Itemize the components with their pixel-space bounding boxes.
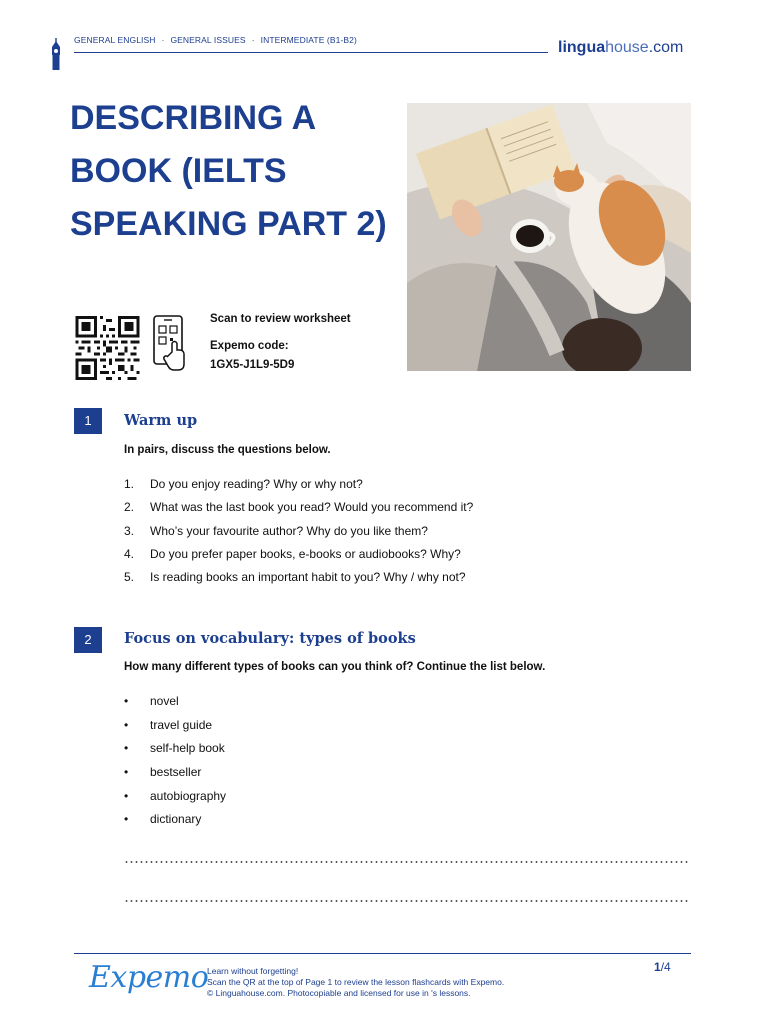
breadcrumb <box>74 35 357 45</box>
section-2-number: 2 <box>74 627 102 653</box>
list-item-number: 3. <box>124 524 135 538</box>
bullet: • <box>124 765 129 779</box>
list-item <box>124 718 212 732</box>
brand-part-house: house <box>605 39 649 56</box>
list-item-text: novel <box>150 694 179 708</box>
list-item-text: dictionary <box>150 812 202 826</box>
expemo-logo[interactable]: Expemo <box>89 960 209 995</box>
list-item <box>124 570 466 584</box>
list-item-number: 4. <box>124 547 135 561</box>
list-item-text: autobiography <box>150 789 227 803</box>
title-line: BOOK (IELTS <box>70 152 287 190</box>
breadcrumb-separator: · <box>251 35 255 45</box>
list-item-text: Who’s your favourite author? Why do you like them? <box>150 524 428 538</box>
list-item <box>124 547 461 561</box>
list-item-text: self-help book <box>150 741 225 755</box>
section-1-instruction: In pairs, discuss the questions below. <box>124 444 331 456</box>
expemo-code-label: Expemo code: <box>210 340 289 352</box>
breadcrumb-general-issues[interactable]: GENERAL ISSUES <box>170 35 246 45</box>
footer-divider <box>74 953 691 954</box>
list-item-text: travel guide <box>150 718 213 732</box>
list-item <box>124 524 428 538</box>
breadcrumb-level[interactable]: INTERMEDIATE (B1-B2) <box>260 35 357 45</box>
bullet: • <box>124 789 129 803</box>
breadcrumb-separator: · <box>161 35 165 45</box>
scan-label: Scan to review worksheet <box>210 313 351 325</box>
answer-line[interactable] <box>124 900 690 902</box>
photo-reading-with-cat <box>407 103 691 371</box>
list-item-text: bestseller <box>150 765 202 779</box>
footer-copyright: © Linguahouse.com. Photocopiable and licensed for use in 's lessons. <box>207 988 471 998</box>
brand-part-lingua: lingua <box>558 39 606 56</box>
qr-code-icon[interactable] <box>74 316 141 380</box>
page-title <box>70 92 400 251</box>
list-item <box>124 812 201 826</box>
list-item-text: Do you enjoy reading? Why or why not? <box>150 477 363 491</box>
footer-qr-note: Scan the QR at the top of Page 1 to review the lesson flashcards with Expemo. <box>207 977 505 987</box>
list-item <box>124 741 225 755</box>
list-item <box>124 765 201 779</box>
section-1-title: Warm up <box>124 412 198 429</box>
title-line: DESCRIBING A <box>70 99 317 137</box>
section-1-number: 1 <box>74 408 102 434</box>
list-item-number: 5. <box>124 570 135 584</box>
big-ben-icon <box>50 38 62 70</box>
title-line: SPEAKING PART 2) <box>70 205 387 243</box>
bullet: • <box>124 694 129 708</box>
list-item-number: 1. <box>124 477 135 491</box>
page-total: /4 <box>660 960 671 974</box>
linguahouse-logo[interactable] <box>558 39 683 57</box>
page-current: 1 <box>654 960 661 974</box>
bullet: • <box>124 812 129 826</box>
list-item <box>124 500 473 514</box>
bullet: • <box>124 718 129 732</box>
bullet: • <box>124 741 129 755</box>
header-divider <box>74 52 548 53</box>
list-item-text: Do you prefer paper books, e-books or audiobooks? Why? <box>150 547 461 561</box>
page-number <box>654 960 671 974</box>
expemo-code-value: 1GX5-J1L9-5D9 <box>210 359 295 371</box>
answer-line[interactable] <box>124 861 690 863</box>
breadcrumb-general-english[interactable]: GENERAL ENGLISH <box>74 35 156 45</box>
list-item-number: 2. <box>124 500 135 514</box>
phone-scan-icon <box>152 314 190 372</box>
footer-tagline: Learn without forgetting! <box>207 966 299 976</box>
list-item-text: What was the last book you read? Would you recommend it? <box>150 500 474 514</box>
list-item <box>124 789 226 803</box>
list-item <box>124 477 363 491</box>
list-item-text: Is reading books an important habit to you? Why / why not? <box>150 570 466 584</box>
section-2-title: Focus on vocabulary: types of books <box>124 630 416 647</box>
brand-part-domain: .com <box>648 39 684 56</box>
list-item <box>124 694 179 708</box>
section-2-instruction: How many different types of books can you think of? Continue the list below. <box>124 661 546 673</box>
